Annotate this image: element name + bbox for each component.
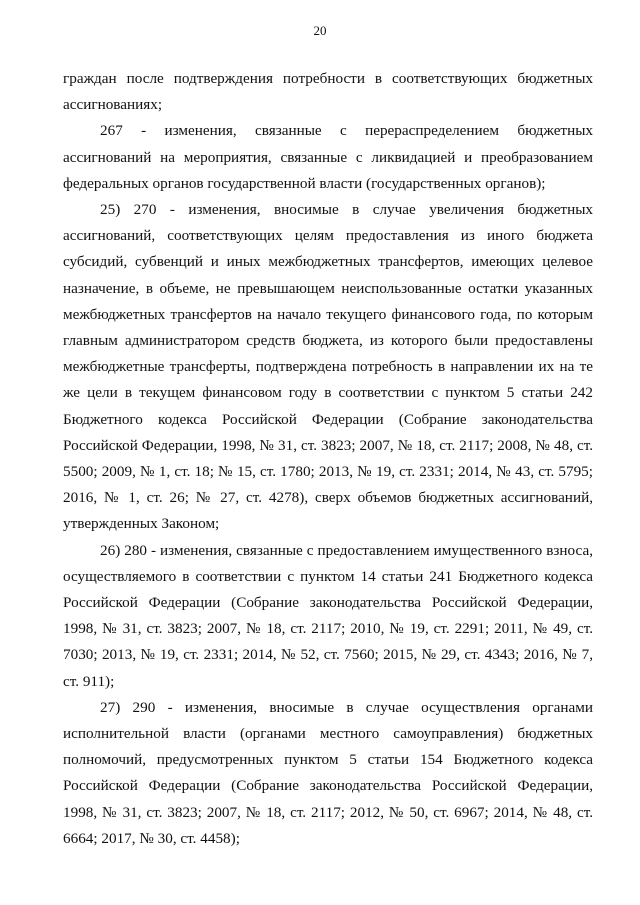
paragraph-item-27-290: 27) 290 - изменения, вносимые в случае осуществления органами исполнительной власти (органами местного самоуправления) бюджетных полномочий, предусмотренных пунктом 5 статьи 154 Бюджетного кодекса Российской Федерации (Собрание законодательства Российской Федерации, 1998, № 31, ст. 3823; 2007, № 18, ст. 2117; 2012, № 50, ст. 6967; 2014, № 48, ст. 6664; 2017, № 30, ст. 4458); xyxy=(63,698,593,847)
paragraph-item-267: 267 - изменения, связанные с перераспределением бюджетных ассигнований на мероприятия, связанные с ликвидацией и преобразованием федеральных органов государственной власти (государственных органов); xyxy=(63,122,593,192)
paragraph-item-25-270: 25) 270 - изменения, вносимые в случае увеличения бюджетных ассигнований, соответствующих целям предоставления из иного бюджета субсидий, субвенций и иных межбюджетных трансфертов, имеющих целевое назначение, в объеме, не превышающем неиспользованные остатки указанных межбюджетных трансфертов на начало текущего финансового года, по которым главным администратором средств бюджета, из которого были предоставлены межбюджетные трансферты, подтверждена потребность в направлении их на те же цели в текущем финансовом году в соответствии с пунктом 5 статьи 242 Бюджетного кодекса Российской Федерации (Собрание законодательства Российской Федерации, 1998, № 31, ст. 3823; 2007, № 18, ст. 2117; 2008, № 48, ст. 5500; 2009, № 1, ст. 18; № 15, ст. 1780; 2013, № 19, ст. 2331; 2014, № 43, ст. 5795; 2016, № 1, ст. 26; № 27, ст. 4278), сверх объемов бюджетных ассигнований, утвержденных Законом; xyxy=(63,201,593,533)
paragraph-item-26-280: 26) 280 - изменения, связанные с предоставлением имущественного взноса, осуществляемого в соответствии с пунктом 14 статьи 241 Бюджетного кодекса Российской Федерации (Собрание законодательства Российской Федерации, 1998, № 31, ст. 3823; 2007, № 18, ст. 2117; 2010, № 19, ст. 2291; 2011, № 49, ст. 7030; 2013, № 19, ст. 2331; 2014, № 52, ст. 7560; 2015, № 29, ст. 4343; 2016, № 7, ст. 911); xyxy=(63,541,593,690)
page-number: 20 xyxy=(313,23,327,38)
paragraph-continuation: граждан после подтверждения потребности в соответствующих бюджетных ассигнованиях; xyxy=(63,70,593,114)
document-body xyxy=(63,66,593,852)
